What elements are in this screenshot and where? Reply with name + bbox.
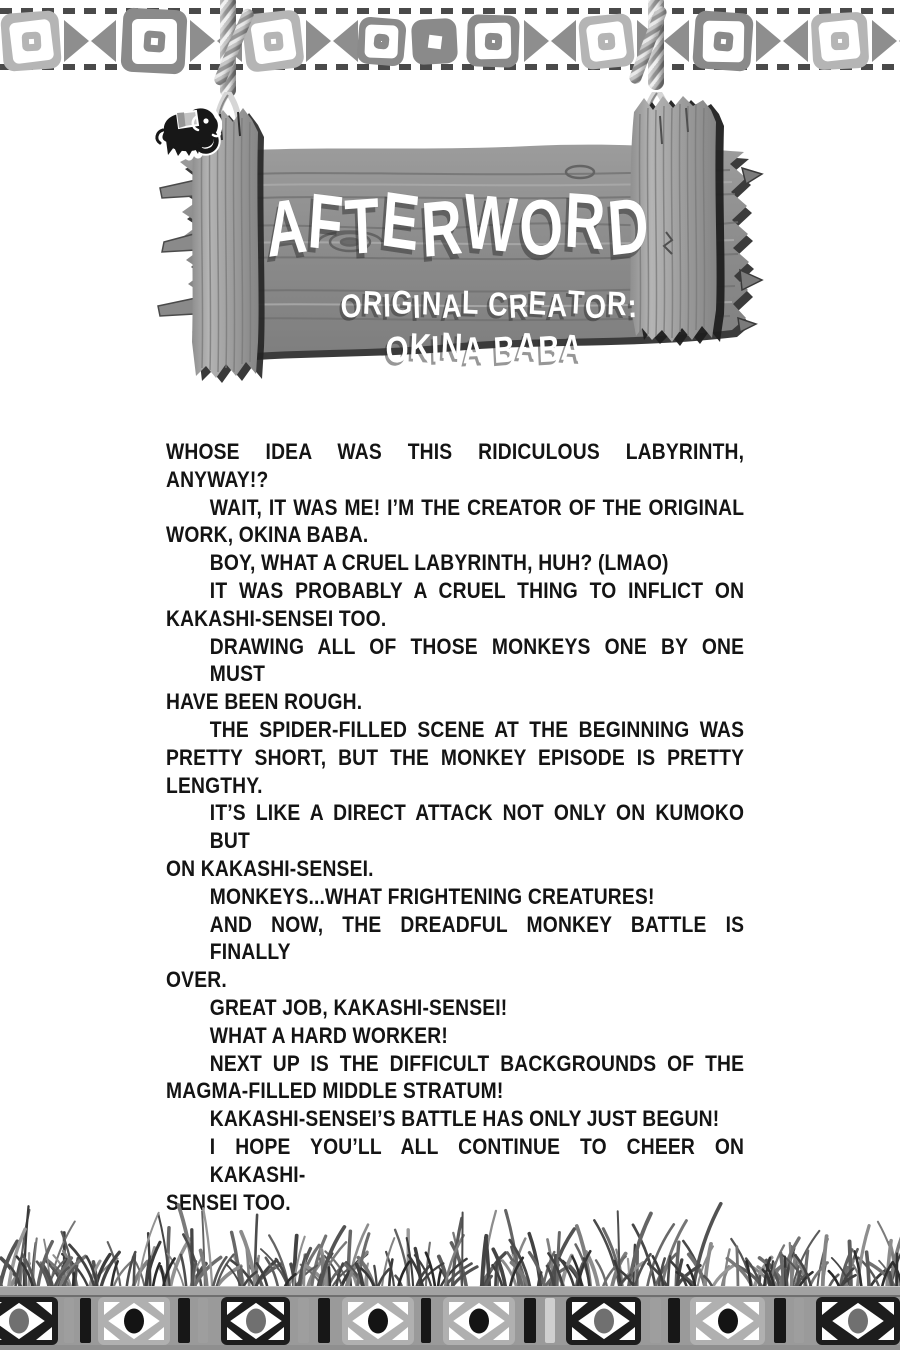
framed-square-motif	[0, 10, 62, 72]
diamond-square-motif	[566, 1297, 641, 1345]
framed-square-motif	[692, 10, 754, 72]
text-line: OVER.	[166, 967, 227, 993]
text-line: BOY, WHAT A CRUEL LABYRINTH, HUH? (LMAO)	[209, 550, 669, 576]
diamond-square-motif	[690, 1297, 765, 1345]
separator-bar	[80, 1298, 91, 1343]
board-left-slivers	[158, 180, 196, 316]
separator-bar	[298, 1298, 309, 1343]
text-line: MONKEYS...WHAT FRIGHTENING CREATURES!	[209, 883, 655, 909]
triangle-pair	[756, 18, 808, 64]
framed-square-motif	[120, 7, 187, 74]
framed-square-motif	[466, 14, 520, 68]
framed-square-motif	[578, 12, 635, 69]
diamond-square-motif	[443, 1297, 515, 1345]
separator-bar	[794, 1298, 804, 1343]
separator-bar	[650, 1298, 661, 1343]
text-line: KAKASHI-SENSEI’S BATTLE HAS ONLY JUST BEGUN!	[209, 1106, 720, 1132]
text-line: I HOPE YOU’LL ALL CONTINUE TO CHEER ON KAKASHI-	[209, 1133, 745, 1187]
triangle-pair	[64, 18, 116, 64]
text-line: WORK, OKINA BABA.	[166, 522, 369, 548]
text-line: LENGTHY.	[166, 772, 263, 798]
sign-title: AFTERWORD	[262, 174, 653, 275]
separator-bar	[421, 1298, 431, 1343]
text-line: AND NOW, THE DREADFUL MONKEY BATTLE IS FINALLY	[209, 911, 745, 965]
bottom-border-strip	[0, 1345, 900, 1350]
separator-bar	[774, 1298, 786, 1343]
triangle-pair	[306, 18, 358, 64]
text-line: WHOSE IDEA WAS THIS RIDICULOUS LABYRINTH, ANYWAY!?	[166, 439, 745, 492]
separator-bar	[668, 1298, 680, 1343]
separator-bar	[64, 1298, 74, 1343]
elephant-icon	[150, 92, 222, 164]
text-line: IT WAS PROBABLY A CRUEL THING TO INFLICT ON	[209, 577, 745, 603]
text-line: IT’S LIKE A DIRECT ATTACK NOT ONLY ON KUMOKO BUT	[209, 800, 745, 854]
afterword-body-text	[166, 438, 744, 1216]
text-line: THE SPIDER-FILLED SCENE AT THE BEGINNING WAS	[209, 716, 745, 742]
framed-square-motif	[811, 12, 870, 71]
top-tribal-border	[0, 0, 900, 80]
text-line: NEXT UP IS THE DIFFICULT BACKGROUNDS OF THE	[209, 1050, 745, 1076]
separator-bar	[318, 1298, 330, 1343]
text-line: WHAT A HARD WORKER!	[209, 1022, 448, 1048]
text-line: MAGMA-FILLED MIDDLE STRATUM!	[166, 1078, 504, 1104]
bottom-border-bar	[0, 1286, 900, 1297]
separator-bar	[524, 1298, 536, 1343]
diamond-square-motif	[816, 1297, 900, 1345]
grass-illustration	[0, 1186, 900, 1290]
rope-loops	[217, 92, 667, 128]
text-line: DRAWING ALL OF THOSE MONKEYS ONE BY ONE MUST	[209, 633, 745, 687]
triangle-pair	[872, 18, 900, 64]
text-line: PRETTY SHORT, BUT THE MONKEY EPISODE IS PRETTY	[166, 744, 745, 770]
separator-bar	[198, 1298, 208, 1343]
diamond-square-motif	[0, 1297, 58, 1345]
solid-square-motif	[411, 17, 458, 64]
separator-bar	[545, 1298, 555, 1343]
sign-creator-label: ORIGINAL CREATOR:	[339, 282, 639, 326]
text-line: HAVE BEEN ROUGH.	[166, 689, 363, 715]
wooden-sign	[150, 92, 770, 392]
framed-square-motif	[356, 16, 407, 67]
text-line: SENSEI TOO.	[166, 1189, 291, 1215]
separator-bar	[178, 1298, 190, 1343]
text-line: KAKASHI-SENSEI TOO.	[166, 605, 387, 631]
text-line: ON KAKASHI-SENSEI.	[166, 855, 374, 881]
sign-creator-name: OKINA BABA	[384, 324, 584, 372]
triangle-pair	[524, 18, 576, 64]
text-line: WAIT, IT WAS ME! I’M THE CREATOR OF THE ORIGINAL	[209, 494, 745, 520]
text-line: GREAT JOB, KAKASHI-SENSEI!	[209, 994, 508, 1020]
diamond-square-motif	[342, 1297, 414, 1345]
bottom-tribal-border	[0, 1297, 900, 1345]
diamond-square-motif	[98, 1297, 170, 1345]
diamond-square-motif	[221, 1297, 290, 1345]
